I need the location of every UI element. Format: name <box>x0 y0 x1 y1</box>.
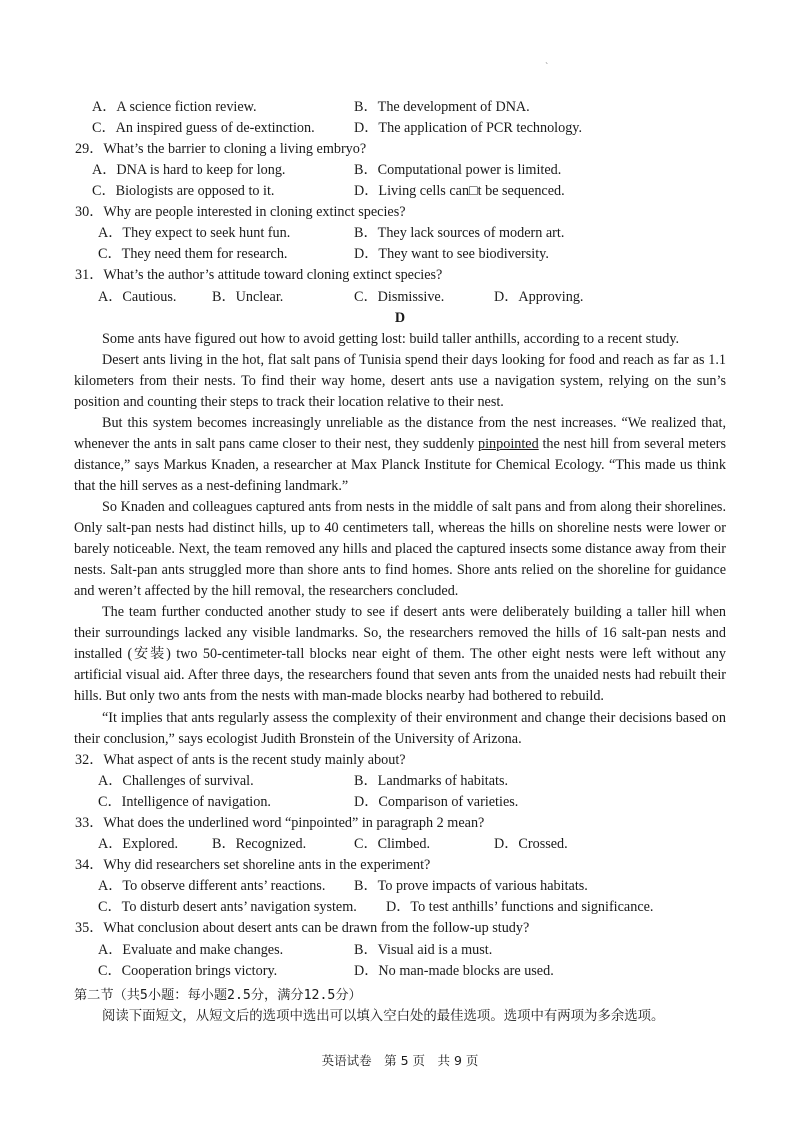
passage-d-heading: D <box>394 310 406 326</box>
q31-option-d: D．Approving. <box>494 289 584 305</box>
q34-options-row-1 <box>0 876 800 897</box>
q35-option-d: D．No man-made blocks are used. <box>354 963 554 979</box>
q32-option-a: A．Challenges of survival. <box>98 773 254 789</box>
q32-option-c: C．Intelligence of navigation. <box>98 794 271 810</box>
q30-option-d: D．They want to see biodiversity. <box>354 246 549 262</box>
passage-d-paragraph-6: “It implies that ants regularly assess the complexity of their environment and change their decisions based on their conclusion,” says ecologist Judith Bronstein of the University of Arizona. <box>74 710 726 747</box>
q29-option-a: A．DNA is hard to keep for long. <box>92 162 286 178</box>
q31-options-row <box>0 287 800 308</box>
page-footer: 英语试卷 第 5 页 共 9 页 <box>321 1053 479 1068</box>
section-2-title: 第二节（共5小题：每小题2.5分，满分12.5分） <box>74 988 362 1003</box>
passage-d-paragraph-1: Some ants have figured out how to avoid getting lost: build taller anthills, according to a recent study. <box>102 331 680 347</box>
q30-options-row-1 <box>0 223 800 244</box>
q33-option-a: A．Explored. <box>98 836 178 852</box>
underlined-word-pinpointed: pinpointed <box>478 436 539 452</box>
passage-d-paragraph-5: The team further conducted another study to see if desert ants were deliberately building a taller hill when their surroundings lacked any visible landmarks. So, the researchers removed the hills of 16 salt-pan nests and installed (安装) two 50-centimeter-tall blocks near eight of them. The other eight nests were left without any artificial visual aid. After three days, the researchers found that seven ants from the unaided nests had rebuilt their hills. But only two ants from the nests with man-made blocks nearby had bothered to rebuild. <box>74 604 726 704</box>
q34-option-a: A．To observe different ants’ reactions. <box>98 878 326 894</box>
q34-option-b: B．To prove impacts of various habitats. <box>354 878 588 894</box>
q30-option-a: A．They expect to seek hunt fun. <box>98 225 291 241</box>
q28-option-c: C．An inspired guess of de-extinction. <box>92 120 315 136</box>
q35-options-row-1 <box>0 940 800 961</box>
section-2-instruction: 阅读下面短文，从短文后的选项中选出可以填入空白处的最佳选项。选项中有两项为多余选项。 <box>102 1009 665 1024</box>
q35-option-c: C．Cooperation brings victory. <box>98 963 278 979</box>
q30-options-row-2 <box>0 244 800 265</box>
q32-option-d: D．Comparison of varieties. <box>354 794 519 810</box>
scan-speck: ` <box>545 62 549 73</box>
q32-option-b: B．Landmarks of habitats. <box>354 773 509 789</box>
q35-option-a: A．Evaluate and make changes. <box>98 942 284 958</box>
q32-options-row-2 <box>0 792 800 813</box>
q31-option-c: C．Dismissive. <box>354 289 445 305</box>
q28-option-d: D．The application of PCR technology. <box>354 120 583 136</box>
q30-option-c: C．They need them for research. <box>98 246 288 262</box>
passage-d-paragraph-3: But this system becomes increasingly unreliable as the distance from the nest increases. “We realized that, whenever the ants in salt pans came closer to their nest, they suddenly pinpointed the nest hill from several meters distance,” says Markus Knaden, a researcher at Max Planck Institute for Chemical Ecology. “This made us think that the hill serves as a nest-defining landmark.” <box>74 415 726 494</box>
q30-stem: 30．Why are people interested in cloning extinct species? <box>75 204 406 220</box>
q29-option-c: C．Biologists are opposed to it. <box>92 183 275 199</box>
q28-options-row-2 <box>0 118 800 139</box>
q28-options-row-1 <box>0 97 800 118</box>
q35-options-row-2 <box>0 961 800 982</box>
q29-options-row-1 <box>0 160 800 181</box>
q33-option-d: D．Crossed. <box>494 836 568 852</box>
q35-option-b: B．Visual aid is a must. <box>354 942 493 958</box>
q29-option-b: B．Computational power is limited. <box>354 162 562 178</box>
q34-stem: 34．Why did researchers set shoreline ants in the experiment? <box>75 857 431 873</box>
q33-options-row <box>0 834 800 855</box>
q34-options-row-2 <box>0 897 800 918</box>
passage-d-paragraph-2: Desert ants living in the hot, flat salt pans of Tunisia spend their days looking for food and reach as far as 1.1 kilometers from their nests. To find their way home, desert ants use a navigation system, relying on the sun’s position and counting their steps to track their location relative to their nest. <box>74 352 726 410</box>
q30-option-b: B．They lack sources of modern art. <box>354 225 565 241</box>
q35-stem: 35．What conclusion about desert ants can be drawn from the follow-up study? <box>75 920 530 936</box>
q29-options-row-2 <box>0 181 800 202</box>
q34-option-c: C．To disturb desert ants’ navigation system. <box>98 899 357 915</box>
q31-option-a: A．Cautious. <box>98 289 177 305</box>
q33-option-b: B．Recognized. <box>212 836 307 852</box>
q34-option-d: D．To test anthills’ functions and significance. <box>386 899 654 915</box>
q29-option-d: D．Living cells can□t be sequenced. <box>354 183 565 199</box>
q33-option-c: C．Climbed. <box>354 836 431 852</box>
q28-option-b: B．The development of DNA. <box>354 99 530 115</box>
q31-stem: 31．What’s the author’s attitude toward cloning extinct species? <box>75 267 443 283</box>
q31-option-b: B．Unclear. <box>212 289 284 305</box>
q32-options-row-1 <box>0 771 800 792</box>
q29-stem: 29．What’s the barrier to cloning a living embryo? <box>75 141 367 157</box>
passage-d-paragraph-4: So Knaden and colleagues captured ants from nests in the middle of salt pans and from along their shorelines. Only salt-pan nests had distinct hills, up to 40 centimeters tall, whereas the hills on shoreline nests were lower or barely noticeable. Next, the team removed any hills and placed the captured insects some distance away from their nests. Salt-pan ants struggled more than shore ants to find homes. Shore ants relied on the shoreline for guidance and weren’t affected by the hill removal, the researchers concluded. <box>74 499 726 599</box>
q28-option-a: A．A science fiction review. <box>92 99 257 115</box>
q32-stem: 32．What aspect of ants is the recent study mainly about? <box>75 752 406 768</box>
q33-stem: 33．What does the underlined word “pinpointed” in paragraph 2 mean? <box>75 815 485 831</box>
